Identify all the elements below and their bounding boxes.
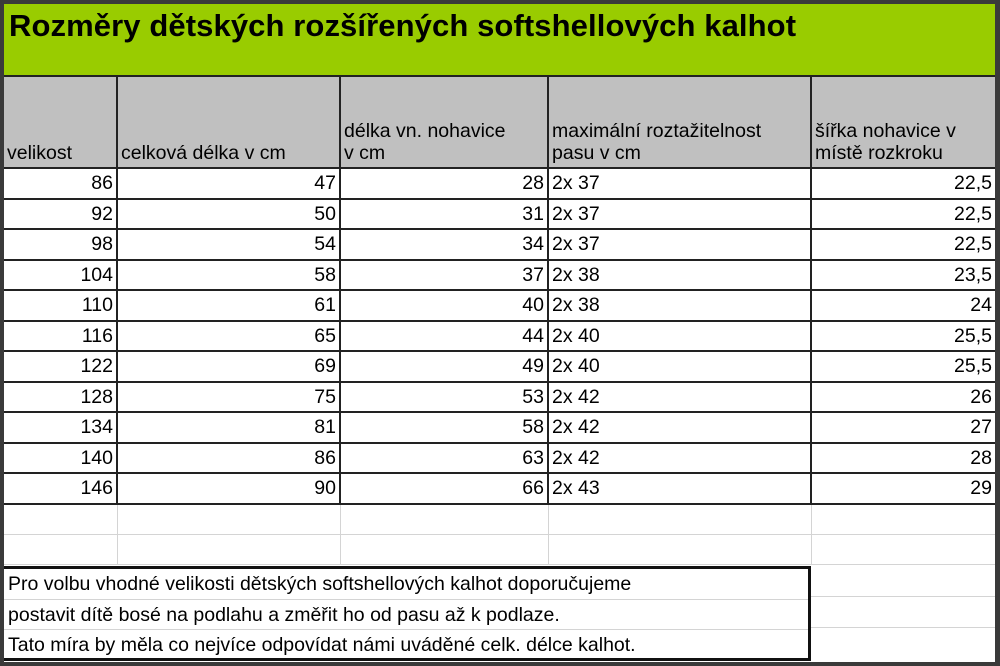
empty-cell bbox=[4, 504, 117, 535]
cell-waist-stretch: 2x 37 bbox=[548, 229, 811, 260]
cell-total-length: 75 bbox=[117, 382, 340, 413]
empty-cell bbox=[811, 504, 995, 535]
cell-leg-width: 25,5 bbox=[811, 351, 995, 382]
cell-waist-stretch: 2x 42 bbox=[548, 382, 811, 413]
size-table bbox=[4, 77, 995, 565]
column-header-size bbox=[4, 77, 117, 168]
cell-waist-stretch: 2x 37 bbox=[548, 168, 811, 199]
cell-inseam-length: 49 bbox=[340, 351, 548, 382]
cell-leg-width: 25,5 bbox=[811, 321, 995, 352]
column-header-max-waist-stretch bbox=[548, 77, 811, 168]
table-row bbox=[4, 199, 995, 230]
size-chart-sheet bbox=[4, 4, 995, 662]
cell-total-length: 65 bbox=[117, 321, 340, 352]
cell-size: 110 bbox=[4, 290, 117, 321]
cell-waist-stretch: 2x 38 bbox=[548, 290, 811, 321]
cell-leg-width: 29 bbox=[811, 473, 995, 504]
cell-inseam-length: 44 bbox=[340, 321, 548, 352]
header-line-2: místě rozkroku bbox=[815, 142, 943, 164]
cell-total-length: 69 bbox=[117, 351, 340, 382]
empty-cell bbox=[811, 628, 995, 659]
empty-cell bbox=[117, 504, 340, 535]
cell-leg-width: 24 bbox=[811, 290, 995, 321]
cell-waist-stretch: 2x 43 bbox=[548, 473, 811, 504]
header-row bbox=[4, 77, 995, 168]
cell-leg-width: 22,5 bbox=[811, 199, 995, 230]
cell-inseam-length: 37 bbox=[340, 260, 548, 291]
table-row bbox=[4, 473, 995, 504]
cell-leg-width: 28 bbox=[811, 443, 995, 474]
cell-waist-stretch: 2x 38 bbox=[548, 260, 811, 291]
table-row bbox=[4, 229, 995, 260]
cell-size: 86 bbox=[4, 168, 117, 199]
cell-total-length: 81 bbox=[117, 412, 340, 443]
header-line-2: pasu v cm bbox=[552, 142, 641, 164]
empty-cell bbox=[4, 534, 117, 565]
table-row bbox=[4, 321, 995, 352]
cell-total-length: 50 bbox=[117, 199, 340, 230]
measurement-note bbox=[4, 566, 811, 661]
cell-waist-stretch: 2x 40 bbox=[548, 321, 811, 352]
cell-size: 104 bbox=[4, 260, 117, 291]
cell-inseam-length: 53 bbox=[340, 382, 548, 413]
cell-inseam-length: 28 bbox=[340, 168, 548, 199]
cell-leg-width: 22,5 bbox=[811, 229, 995, 260]
header-line-2: v cm bbox=[344, 142, 386, 164]
header-line-2: celková délka v cm bbox=[121, 142, 286, 164]
cell-size: 98 bbox=[4, 229, 117, 260]
cell-inseam-length: 63 bbox=[340, 443, 548, 474]
cell-size: 128 bbox=[4, 382, 117, 413]
empty-cell bbox=[548, 534, 811, 565]
cell-waist-stretch: 2x 42 bbox=[548, 412, 811, 443]
cell-leg-width: 26 bbox=[811, 382, 995, 413]
cell-waist-stretch: 2x 37 bbox=[548, 199, 811, 230]
column-header-inseam-length bbox=[340, 77, 548, 168]
table-row bbox=[4, 260, 995, 291]
header-line-1: šířka nohavice v bbox=[815, 120, 956, 142]
cell-size: 92 bbox=[4, 199, 117, 230]
empty-cell bbox=[811, 566, 995, 597]
cell-leg-width: 27 bbox=[811, 412, 995, 443]
cell-size: 122 bbox=[4, 351, 117, 382]
header-line-1: délka vn. nohavice bbox=[344, 120, 506, 142]
note-line: postavit dítě bosé na podlahu a změřit ho od pasu až k podlaze. bbox=[4, 600, 808, 631]
cell-total-length: 47 bbox=[117, 168, 340, 199]
cell-leg-width: 22,5 bbox=[811, 168, 995, 199]
header-line-1: maximální roztažitelnost bbox=[552, 120, 762, 142]
empty-row bbox=[4, 504, 995, 535]
cell-size: 140 bbox=[4, 443, 117, 474]
cell-inseam-length: 58 bbox=[340, 412, 548, 443]
table-row bbox=[4, 382, 995, 413]
column-header-leg-width-crotch bbox=[811, 77, 995, 168]
empty-cell bbox=[548, 504, 811, 535]
header-line-2: velikost bbox=[7, 142, 73, 164]
cell-size: 146 bbox=[4, 473, 117, 504]
cell-size: 116 bbox=[4, 321, 117, 352]
cell-leg-width: 23,5 bbox=[811, 260, 995, 291]
empty-cell bbox=[340, 534, 548, 565]
cell-size: 134 bbox=[4, 412, 117, 443]
note-line: Pro volbu vhodné velikosti dětských softshellových kalhot doporučujeme bbox=[4, 569, 808, 600]
cell-total-length: 54 bbox=[117, 229, 340, 260]
cell-total-length: 90 bbox=[117, 473, 340, 504]
cell-inseam-length: 31 bbox=[340, 199, 548, 230]
page-title: Rozměry dětských rozšířených softshellových kalhot bbox=[9, 8, 797, 43]
title-band bbox=[4, 4, 995, 77]
empty-cell bbox=[811, 534, 995, 565]
table-row bbox=[4, 443, 995, 474]
table-row bbox=[4, 351, 995, 382]
column-header-total-length bbox=[117, 77, 340, 168]
table-row bbox=[4, 412, 995, 443]
cell-inseam-length: 34 bbox=[340, 229, 548, 260]
cell-inseam-length: 66 bbox=[340, 473, 548, 504]
cell-waist-stretch: 2x 42 bbox=[548, 443, 811, 474]
cell-total-length: 58 bbox=[117, 260, 340, 291]
cell-total-length: 61 bbox=[117, 290, 340, 321]
empty-cell bbox=[340, 504, 548, 535]
empty-row bbox=[4, 534, 995, 565]
cell-inseam-length: 40 bbox=[340, 290, 548, 321]
cell-total-length: 86 bbox=[117, 443, 340, 474]
empty-cell bbox=[811, 597, 995, 628]
cell-waist-stretch: 2x 40 bbox=[548, 351, 811, 382]
table-row bbox=[4, 290, 995, 321]
table-row bbox=[4, 168, 995, 199]
empty-cells-right bbox=[811, 566, 995, 662]
note-line: Tato míra by měla co nejvíce odpovídat námi uváděné celk. délce kalhot. bbox=[8, 634, 636, 656]
empty-cell bbox=[117, 534, 340, 565]
